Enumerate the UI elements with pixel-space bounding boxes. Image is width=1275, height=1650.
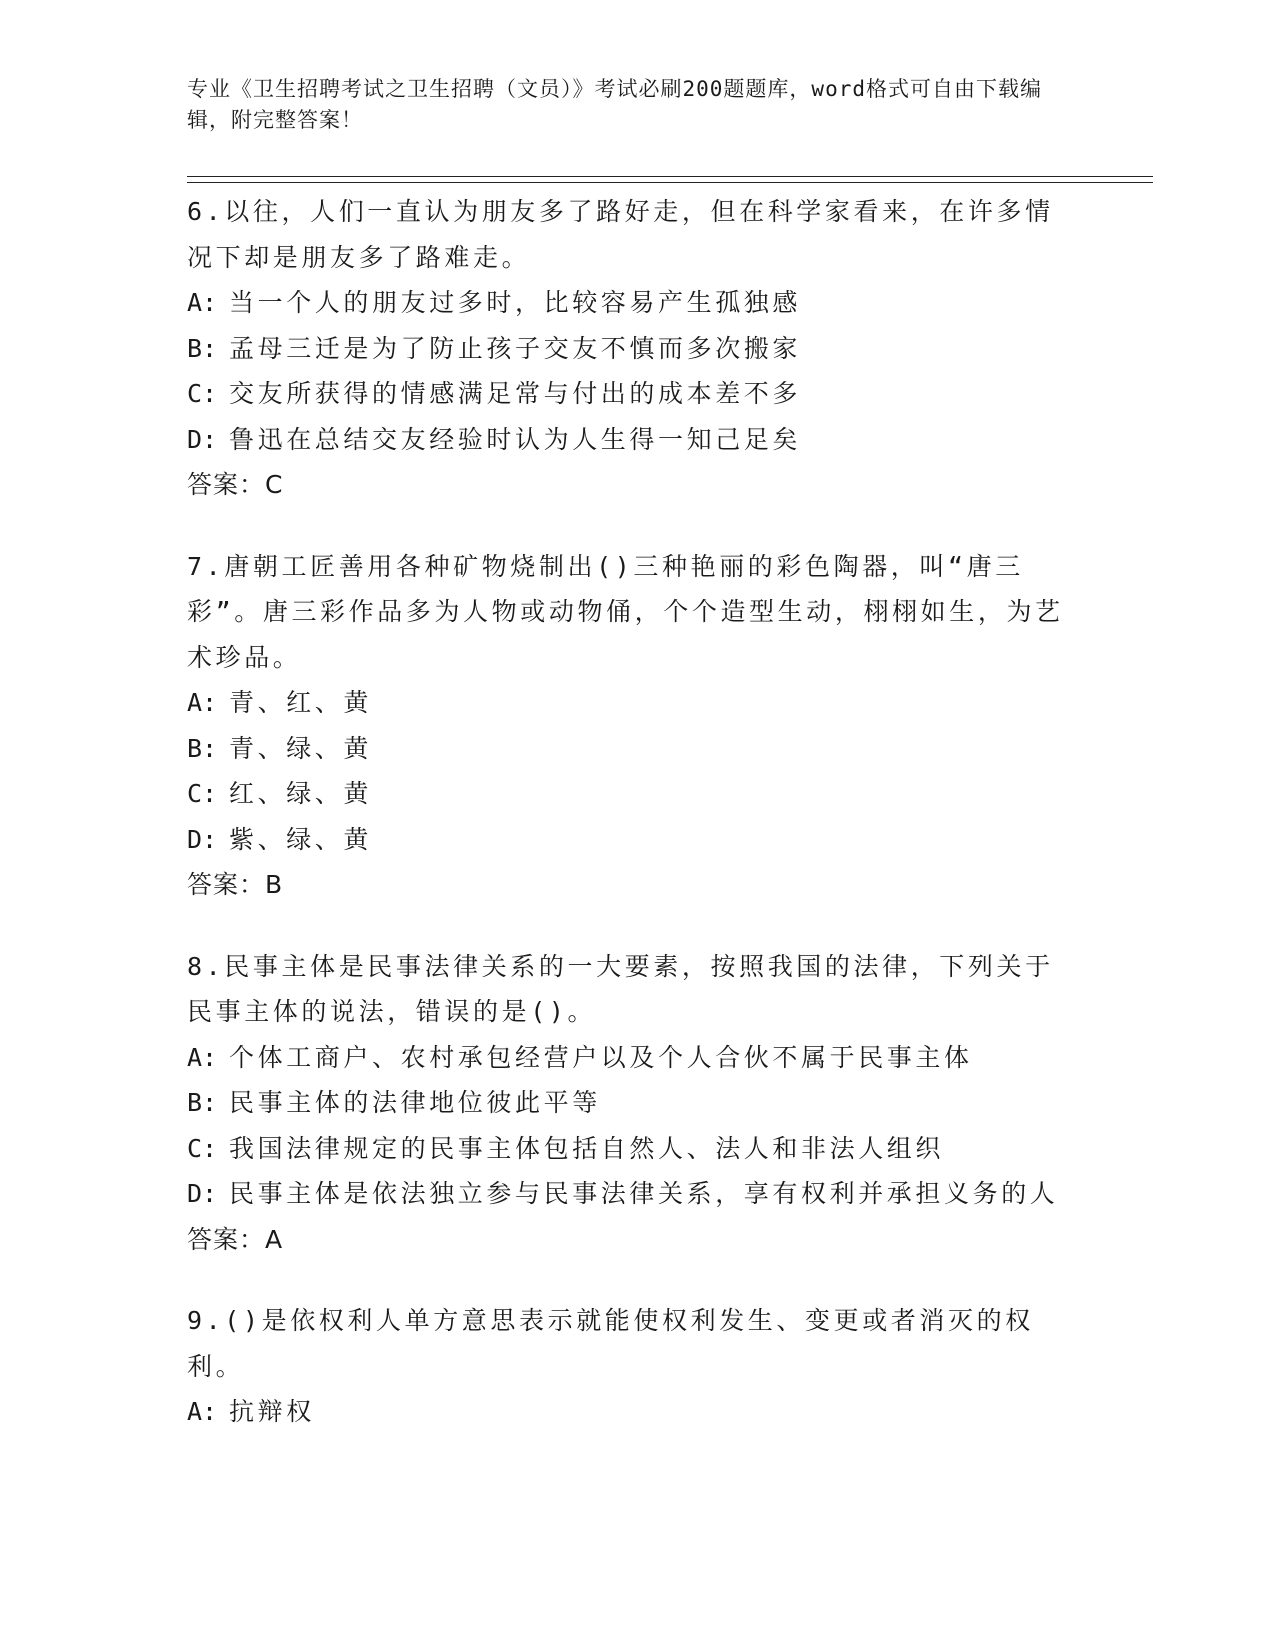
option-key: C: [187, 779, 218, 808]
answer-label: 答案：B [187, 870, 284, 899]
option-a [187, 1035, 1067, 1081]
option-b [187, 726, 1067, 772]
option-text: 青、红、黄 [229, 688, 373, 717]
option-key: A: [187, 1397, 218, 1426]
option-key: A: [187, 288, 218, 317]
option-text: 青、绿、黄 [229, 733, 373, 763]
answer-label: 答案：A [187, 1224, 284, 1254]
option-c [187, 771, 1067, 817]
option-text: 个体工商户、农村承包经营户以及个人合伙不属于民事主体 [229, 1042, 973, 1072]
question-8 [187, 944, 1067, 1263]
question-stem: 9.()是依权利人单方意思表示就能使权利发生、变更或者消灭的权利。 [187, 1306, 1034, 1381]
option-text: 红、绿、黄 [229, 779, 373, 808]
option-text: 交友所获得的情感满足常与付出的成本差不多 [229, 379, 802, 408]
header-divider-top [187, 176, 1153, 177]
option-text: 当一个人的朋友过多时，比较容易产生孤独感 [229, 288, 802, 317]
option-c [187, 1126, 1067, 1172]
question-stem: 6.以往，人们一直认为朋友多了路好走，但在科学家看来，在许多情况下却是朋友多了路难走。 [187, 197, 1054, 272]
header-divider-bottom [187, 182, 1153, 183]
option-key: C: [187, 379, 218, 408]
option-text: 民事主体是依法独立参与民事法律关系，享有权利并承担义务的人 [229, 1179, 1059, 1208]
option-key: D: [187, 1179, 218, 1208]
answer-label: 答案：C [187, 470, 284, 499]
question-stem: 7.唐朝工匠善用各种矿物烧制出()三种艳丽的彩色陶器，叫“唐三彩”。唐三彩作品多为人物或动物俑，个个造型生动，栩栩如生，为艺术珍品。 [187, 551, 1064, 672]
option-b [187, 1080, 1067, 1126]
option-key: B: [187, 1088, 218, 1117]
question-stem: 8.民事主体是民事法律关系的一大要素，按照我国的法律，下列关于民事主体的说法，错误的是()。 [187, 951, 1054, 1026]
question-7 [187, 544, 1067, 908]
option-a [187, 1389, 1067, 1435]
document-header: 专业《卫生招聘考试之卫生招聘（文员）》考试必刷200题题库，word格式可自由下载编辑，附完整答案！ [187, 77, 1042, 132]
option-text: 紫、绿、黄 [229, 824, 373, 854]
option-text: 我国法律规定的民事主体包括自然人、法人和非法人组织 [229, 1133, 945, 1163]
option-a [187, 280, 1067, 326]
option-key: A: [187, 1042, 218, 1072]
option-key: A: [187, 688, 218, 717]
option-key: D: [187, 824, 218, 854]
option-d [187, 1171, 1067, 1217]
option-key: B: [187, 733, 218, 763]
option-d [187, 417, 1067, 463]
option-key: B: [187, 333, 218, 363]
option-d [187, 817, 1067, 863]
option-key: D: [187, 424, 218, 454]
question-list [187, 189, 1067, 1471]
question-9 [187, 1298, 1067, 1435]
option-text: 民事主体的法律地位彼此平等 [229, 1088, 601, 1117]
option-text: 孟母三迁是为了防止孩子交友不慎而多次搬家 [229, 333, 802, 363]
option-text: 鲁迅在总结交友经验时认为人生得一知己足矣 [229, 424, 802, 454]
option-key: C: [187, 1133, 218, 1163]
option-b [187, 326, 1067, 372]
option-c [187, 371, 1067, 417]
option-text: 抗辩权 [229, 1397, 315, 1426]
option-a [187, 680, 1067, 726]
question-6 [187, 189, 1067, 508]
